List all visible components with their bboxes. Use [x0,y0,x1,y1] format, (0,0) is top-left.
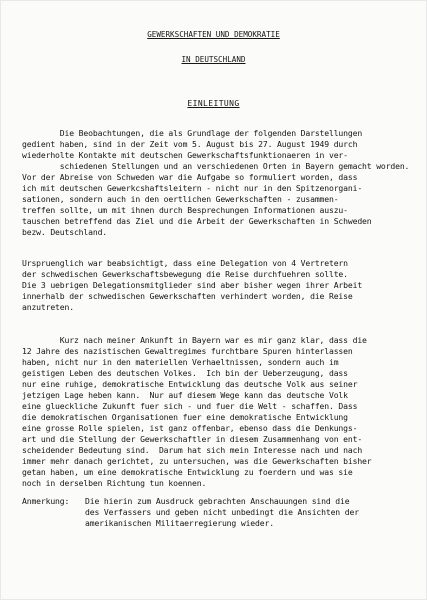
text-line: der schwedischen Gewerkschaftsbewegung die Reise durchfuehren sollte. [22,269,348,279]
text-line: ich mit deutschen Gewerkcshaftsleitern - nicht nur in den Spitzenorgani- [22,183,363,193]
document-title: GEWERKSCHAFTEN UND DEMOKRATIE [147,30,280,39]
text-line: treffen sollte, um mit ihnen durch Besprechungen Informationen auszu- [22,205,348,215]
note-line: Die hierin zum Ausdruck gebrachten Anschauungen sind die [85,496,350,506]
text-line: eine glueckliche Zukunft fuer sich - und fuer die Welt - schaffen. Dass [22,401,358,411]
text-line: getan haben, um eine demokratische Entwicklung zu foerdern und was sie [22,467,353,477]
document-subtitle: IN DEUTSCHLAND [181,55,246,64]
text-line: nur eine ruhige, demokratische Entwicklung das deutsche Volk aus seiner [22,379,358,389]
text-line: noch in derselben Richtung tun koennen. [22,478,207,488]
text-line: Kurz nach meiner Ankunft in Bayern war es mir ganz klar, dass die [22,335,367,345]
text-line: eine grosse Rolle spielen, ist ganz offenbar, ebenso dass die Denkungs- [22,423,358,433]
text-line: Vor der Abreise von Schweden war die Aufgabe so formuliert worden, dass [22,172,358,182]
text-line: gedient haben, sind in der Zeit vom 5. August bis 27. August 1949 durch [22,139,358,149]
text-line: Die 3 uebrigen Delegationsmitglieder sind aber bisher wegen ihrer Arbeit [22,280,363,290]
text-line: bezw. Deutschland. [22,227,108,237]
text-line: haben, nicht nur in den materiellen Verhaeltnissen, sondern auch im [22,357,339,367]
text-line: Urspruenglich war beabsichtigt, dass eine Delegation von 4 Vertretern [22,258,348,268]
text-line: wiederholte Kontakte mit deutschen Gewerkschaftsfunktionaeren in ver- [22,150,348,160]
text-line: geistigen Leben des deutschen Volkes. Ich bin der Ueberzeugung, dass [22,368,348,378]
text-line: immer mehr danach gerichtet, zu untersuchen, was die Gewerkschaften bisher [22,456,372,466]
text-line: schiedenen Stellungen und an verschiedenen Orten in Bayern gemacht worden. [22,161,410,171]
note-line: des Verfassers und geben nicht unbedingt die Ansichten der [85,507,359,517]
note-line: amerikanischen Militaerregierung wieder. [85,518,274,528]
text-line: scheidender Bedeutung sind. Darum hat sich mein Interesse nach und nach [22,445,363,455]
text-line: sationen, sondern auch in den oertlichen Gewerkschaften - zusammen- [22,194,339,204]
text-line: anzutreten. [22,302,74,312]
text-line: innerhalb der schwedischen Gewerkschaften verhindert worden, die Reise [22,291,353,301]
text-line: art und die Stellung der Gewerkschaftler in diesem Zusammenhang von ent- [22,434,363,444]
text-line: jetzigen Lage heben kann. Nur auf diesem Wege kann das deutsche Volk [22,390,348,400]
text-line: die demokratischen Organisationen fuer eine demokratische Entwicklung [22,412,348,422]
text-line: tauschen betreffend das Ziel und die Arbeit der Gewerkschaften in Schweden [22,216,372,226]
section-heading: EINLEITUNG [187,99,240,108]
text-line: 12 Jahre des nazistischen Gewaltregimes furchtbare Spuren hinterlassen [22,346,353,356]
text-line: Die Beobachtungen, die als Grundlage der folgenden Darstellungen [22,128,363,138]
note-label: Anmerkung: [22,496,70,506]
